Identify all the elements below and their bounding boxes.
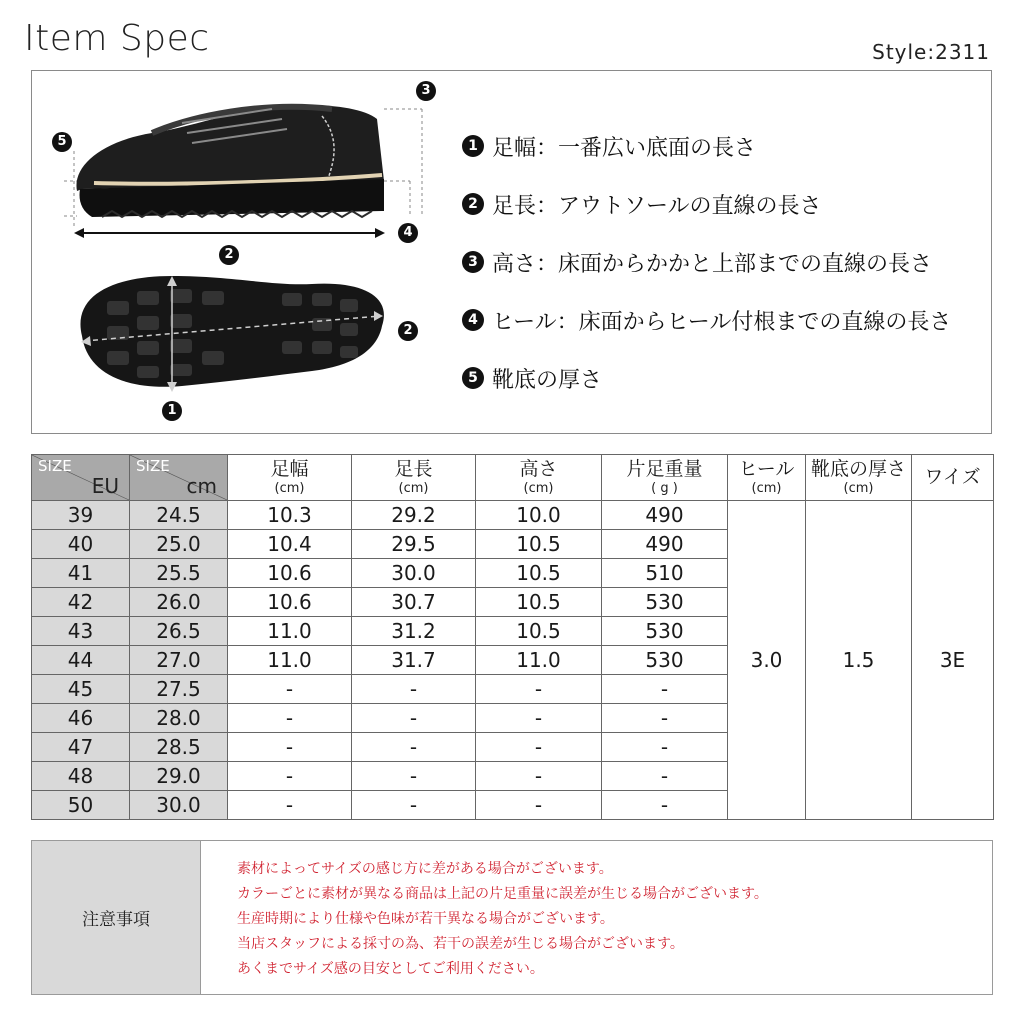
length-cell: 30.7 — [352, 588, 476, 617]
size-table-body — [32, 501, 994, 820]
column-header-wise: ワイズ — [912, 455, 994, 501]
weight-cell: - — [602, 762, 728, 791]
length-cell: - — [352, 733, 476, 762]
spec-diagram-box — [31, 70, 992, 434]
height-cell: - — [476, 791, 602, 820]
width-cell: - — [228, 675, 352, 704]
size-eu-cell: 42 — [32, 588, 130, 617]
style-code: Style:2311 — [872, 40, 990, 64]
column-header-width: 足幅 (cm) — [228, 455, 352, 501]
column-header-height: 高さ (cm) — [476, 455, 602, 501]
width-cell: - — [228, 762, 352, 791]
length-cell: 31.2 — [352, 617, 476, 646]
size-eu-cell: 41 — [32, 559, 130, 588]
weight-cell: 510 — [602, 559, 728, 588]
length-cell: - — [352, 791, 476, 820]
column-header-length: 足長 (cm) — [352, 455, 476, 501]
length-cell: 29.2 — [352, 501, 476, 530]
length-cell: - — [352, 704, 476, 733]
width-cell: 10.4 — [228, 530, 352, 559]
width-cell: 11.0 — [228, 646, 352, 675]
size-table — [31, 454, 994, 820]
size-eu-cell: 47 — [32, 733, 130, 762]
length-cell: 30.0 — [352, 559, 476, 588]
marker-4-icon: 4 — [398, 221, 418, 243]
page-title: Item Spec — [24, 18, 210, 59]
size-eu-cell: 45 — [32, 675, 130, 704]
note-item: 生産時期により仕様や色味が若干異なる場合がございます。 — [237, 911, 614, 927]
height-cell: 10.0 — [476, 501, 602, 530]
notes-section — [31, 840, 993, 995]
size-eu-cell: 50 — [32, 791, 130, 820]
weight-cell: 530 — [602, 646, 728, 675]
width-cell: - — [228, 704, 352, 733]
column-header-weight: 片足重量 ( g ) — [602, 455, 728, 501]
height-cell: - — [476, 733, 602, 762]
size-cm-cell: 26.5 — [130, 617, 228, 646]
length-cell: - — [352, 762, 476, 791]
size-cm-cell: 29.0 — [130, 762, 228, 791]
width-cell: 10.3 — [228, 501, 352, 530]
legend-item-sole: 5 靴底の厚さ — [462, 349, 951, 407]
weight-cell: 530 — [602, 588, 728, 617]
width-cell: 10.6 — [228, 588, 352, 617]
size-cm-cell: 26.0 — [130, 588, 228, 617]
legend-item-length: 2 足長：アウトソールの直線の長さ — [462, 175, 951, 233]
note-item: 素材によってサイズの感じ方に差がある場合がございます。 — [237, 861, 613, 877]
marker-1-icon: 1 — [162, 399, 182, 421]
size-eu-header: SIZE EU — [32, 455, 130, 501]
size-eu-cell: 48 — [32, 762, 130, 791]
size-cm-cell: 28.5 — [130, 733, 228, 762]
width-cell: - — [228, 733, 352, 762]
weight-cell: 490 — [602, 501, 728, 530]
size-cm-cell: 27.0 — [130, 646, 228, 675]
shoe-side-view-image — [76, 105, 384, 217]
note-item: あくまでサイズ感の目安としてご利用ください。 — [237, 961, 544, 977]
marker-5-icon: 5 — [52, 130, 72, 152]
size-cm-cell: 25.5 — [130, 559, 228, 588]
size-cm-cell: 25.0 — [130, 530, 228, 559]
heel-cell: 3.0 — [728, 501, 806, 820]
size-cm-header: SIZE cm — [130, 455, 228, 501]
shoe-sole-view-image — [80, 276, 383, 387]
height-cell: - — [476, 762, 602, 791]
size-eu-cell: 43 — [32, 617, 130, 646]
legend-item-width: 1 足幅：一番広い底面の長さ — [462, 117, 951, 175]
table-row — [32, 501, 994, 530]
marker-3-icon: 3 — [416, 79, 436, 101]
notes-list — [201, 841, 768, 994]
size-cm-cell: 28.0 — [130, 704, 228, 733]
wise-cell: 3E — [912, 501, 994, 820]
weight-cell: 530 — [602, 617, 728, 646]
height-cell: - — [476, 704, 602, 733]
number-1-icon: 1 — [462, 135, 484, 157]
number-3-icon: 3 — [462, 251, 484, 273]
length-cell: - — [352, 675, 476, 704]
height-cell: 11.0 — [476, 646, 602, 675]
length-cell: 31.7 — [352, 646, 476, 675]
size-cm-cell: 27.5 — [130, 675, 228, 704]
number-5-icon: 5 — [462, 367, 484, 389]
weight-cell: - — [602, 704, 728, 733]
weight-cell: - — [602, 675, 728, 704]
sole-thickness-cell: 1.5 — [806, 501, 912, 820]
height-cell: 10.5 — [476, 588, 602, 617]
marker-2-side-icon: 2 — [219, 243, 239, 265]
note-item: 当店スタッフによる採寸の為、若干の誤差が生じる場合がございます。 — [237, 936, 684, 952]
column-header-heel: ヒール (cm) — [728, 455, 806, 501]
width-cell: - — [228, 791, 352, 820]
size-cm-cell: 30.0 — [130, 791, 228, 820]
size-eu-cell: 40 — [32, 530, 130, 559]
measurement-legend — [462, 117, 951, 407]
height-cell: 10.5 — [476, 530, 602, 559]
size-eu-cell: 44 — [32, 646, 130, 675]
height-cell: 10.5 — [476, 559, 602, 588]
note-item: カラーごとに素材が異なる商品は上記の片足重量に誤差が生じる場合がございます。 — [237, 886, 768, 902]
marker-2-sole-icon: 2 — [398, 319, 418, 341]
legend-item-heel: 4 ヒール：床面からヒール付根までの直線の長さ — [462, 291, 951, 349]
number-2-icon: 2 — [462, 193, 484, 215]
height-cell: 10.5 — [476, 617, 602, 646]
number-4-icon: 4 — [462, 309, 484, 331]
width-cell: 11.0 — [228, 617, 352, 646]
weight-cell: 490 — [602, 530, 728, 559]
length-cell: 29.5 — [352, 530, 476, 559]
width-cell: 10.6 — [228, 559, 352, 588]
legend-item-height: 3 高さ：床面からかかと上部までの直線の長さ — [462, 233, 951, 291]
size-eu-cell: 39 — [32, 501, 130, 530]
weight-cell: - — [602, 791, 728, 820]
weight-cell: - — [602, 733, 728, 762]
height-cell: - — [476, 675, 602, 704]
column-header-sole: 靴底の厚さ (cm) — [806, 455, 912, 501]
size-eu-cell: 46 — [32, 704, 130, 733]
size-cm-cell: 24.5 — [130, 501, 228, 530]
notes-label: 注意事項 — [32, 841, 201, 994]
